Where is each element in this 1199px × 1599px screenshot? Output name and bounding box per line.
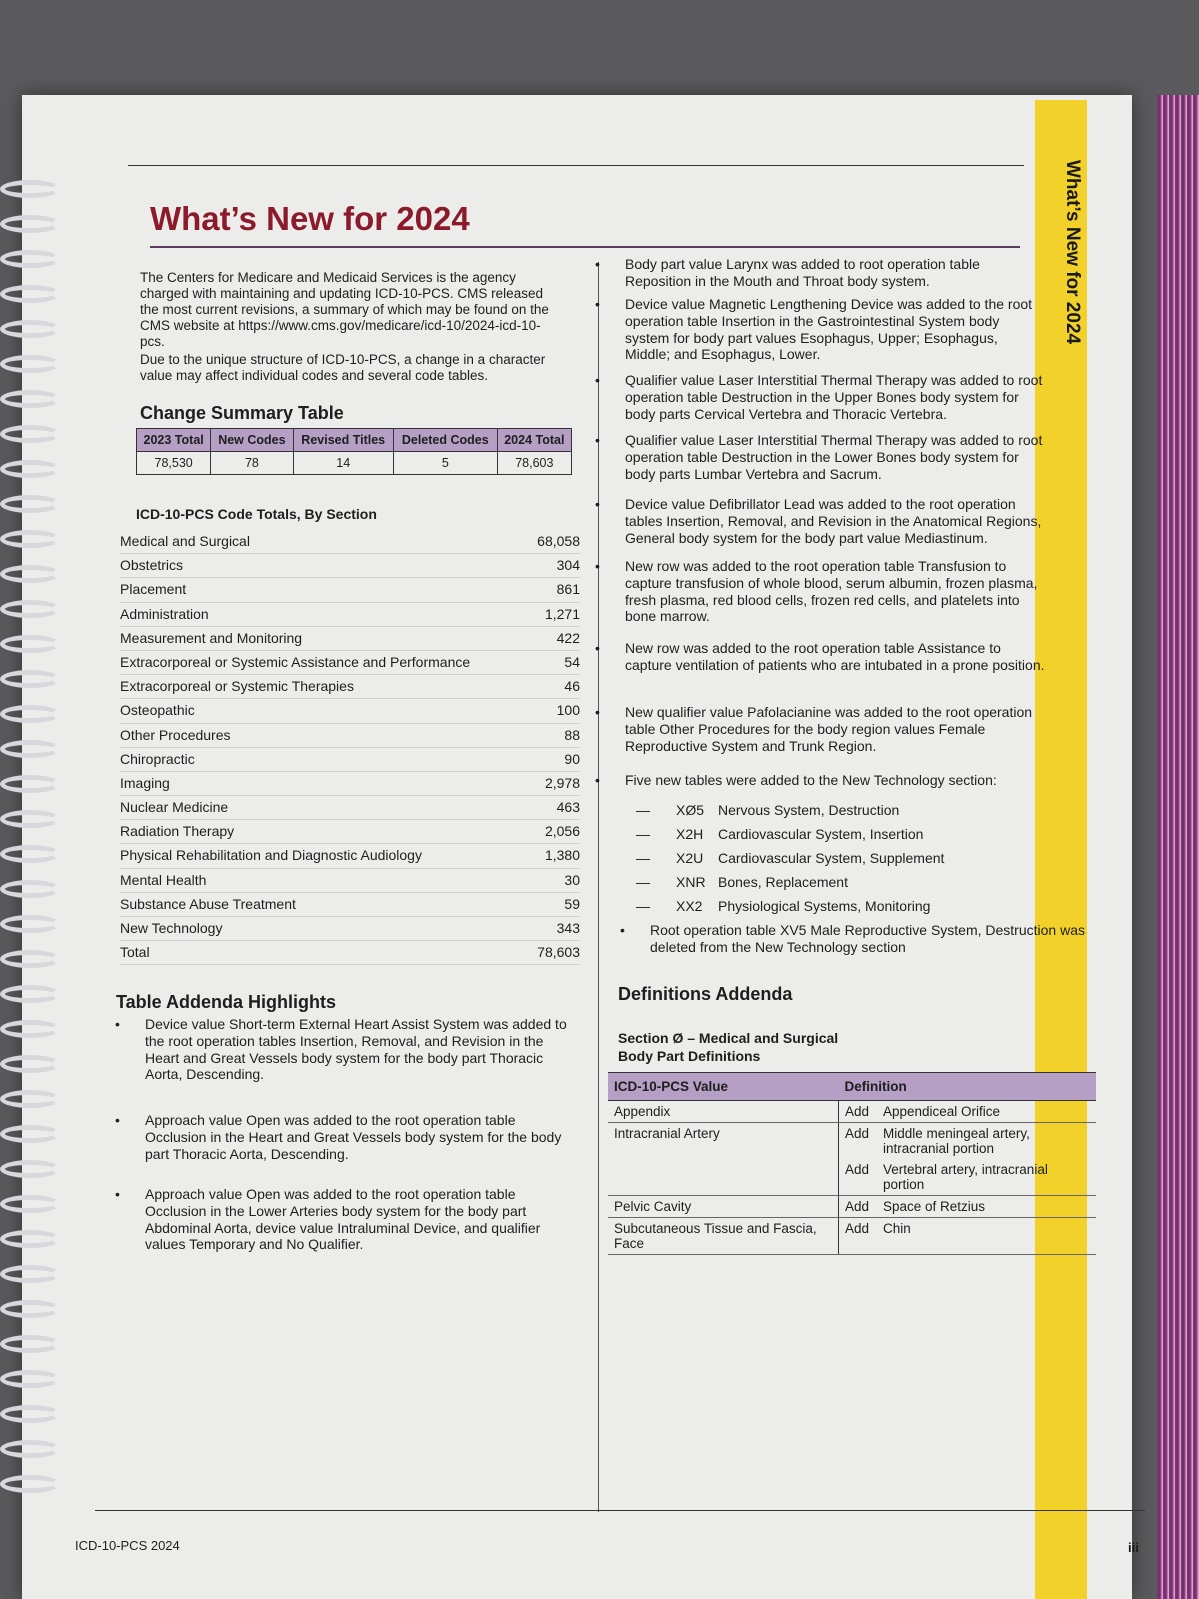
list-item: Extracorporeal or Systemic Assistance and Performance 54 — [120, 651, 580, 675]
list-item: Radiation Therapy 2,056 — [120, 820, 580, 844]
list-item: • Qualifier value Laser Interstitial Thermal Therapy was added to root operation table Destruction in the Upper Bones body system for body parts Cervical Vertebra and Thoracic Vertebra. — [625, 372, 1045, 422]
header-cell: New Codes — [211, 429, 293, 452]
list-item: Nuclear Medicine 463 — [120, 796, 580, 820]
title-rule — [150, 246, 1020, 248]
table-addenda-heading: Table Addenda Highlights — [116, 992, 336, 1012]
change-summary-table — [136, 428, 572, 475]
list-item: — X2U Cardiovascular System, Supplement — [636, 850, 945, 866]
table-row: Add Vertebral artery, intracranial portion — [608, 1159, 1096, 1196]
list-item: Osteopathic 100 — [120, 699, 580, 723]
header-cell: 2023 Total — [137, 429, 211, 452]
list-item: • Body part value Larynx was added to root operation table Reposition in the Mouth and Throat body system. — [625, 256, 1045, 290]
list-item: Medical and Surgical 68,058 — [120, 530, 580, 554]
list-item: • Device value Defibrillator Lead was added to the root operation tables Insertion, Removal, and Revision in the Anatomical Regions, General body system for the body part value Mediastinum. — [625, 496, 1045, 546]
code-totals-list — [120, 530, 580, 965]
list-item: • Device value Short-term External Heart Assist System was added to the root operation tables Insertion, Removal, and Revision in the Heart and Great Vessels body system for the body part Thoracic Aorta, Descending. — [145, 1016, 575, 1083]
column-divider — [598, 262, 599, 1512]
list-item: Physical Rehabilitation and Diagnostic Audiology 1,380 — [120, 844, 580, 868]
footer-text: ICD-10-PCS 2024 — [75, 1538, 180, 1553]
definitions-table — [608, 1072, 1096, 1255]
table-cell: 78 — [211, 452, 293, 475]
header-cell: ICD-10-PCS Value — [608, 1073, 839, 1101]
list-item: • Qualifier value Laser Interstitial Thermal Therapy was added to root operation table Destruction in the Lower Bones body system for body parts Lumbar Vertebra and Sacrum. — [625, 432, 1045, 482]
list-item: Substance Abuse Treatment 59 — [120, 893, 580, 917]
tab-label: What’s New for 2024 — [1062, 160, 1083, 345]
table-cell: 78,530 — [137, 452, 211, 475]
change-summary-heading: Change Summary Table — [140, 403, 344, 423]
table-row: Pelvic Cavity Add Space of Retzius — [608, 1196, 1096, 1218]
table-row: Subcutaneous Tissue and Fascia, Face Add Chin — [608, 1218, 1096, 1255]
list-item: Chiropractic 90 — [120, 748, 580, 772]
list-item: • Device value Magnetic Lengthening Device was added to the root operation table Insertion in the Gastrointestinal System body system for body part values Esophagus, Upper; Esophagus, Middle; and Esophagus, Lower. — [625, 296, 1045, 363]
header-cell: 2024 Total — [497, 429, 571, 452]
list-item: • New row was added to the root operation table Assistance to capture ventilation of patients who are intubated in a prone position. — [625, 640, 1045, 674]
page-title: What’s New for 2024 — [150, 200, 470, 237]
table-row: Intracranial Artery Add Middle meningeal artery, intracranial portion — [608, 1123, 1096, 1160]
list-item: • Five new tables were added to the New Technology section: — [625, 772, 1045, 789]
definitions-heading: Definitions Addenda — [618, 984, 793, 1004]
definitions-subheading: Section Ø – Medical and Surgical — [618, 1030, 839, 1046]
list-item: • Approach value Open was added to the root operation table Occlusion in the Heart and Great Vessels body system for the body part Thoracic Aorta, Descending. — [145, 1112, 575, 1162]
list-item: Placement 861 — [120, 578, 580, 602]
list-item: Extracorporeal or Systemic Therapies 46 — [120, 675, 580, 699]
intro-paragraph: The Centers for Medicare and Medicaid Services is the agency charged with maintaining and updating ICD-10-PCS. CMS released the most current revisions, a summary of which may be found on the CMS website at https://www.cms.gov/medicare/icd-10/2024-icd-10-pcs. — [140, 270, 549, 349]
table-cell: 78,603 — [497, 452, 571, 475]
table-row: Appendix Add Appendiceal Orifice — [608, 1101, 1096, 1123]
page-number: iii — [1128, 1540, 1139, 1555]
header-cell: Deleted Codes — [393, 429, 497, 452]
header-cell: Definition — [839, 1073, 1097, 1101]
list-item: Measurement and Monitoring 422 — [120, 627, 580, 651]
list-item: — XX2 Physiological Systems, Monitoring — [636, 898, 931, 914]
definitions-subheading-2: Body Part Definitions — [618, 1048, 761, 1064]
table-cell: 14 — [293, 452, 393, 475]
page-edges — [1157, 95, 1199, 1599]
list-item: New Technology 343 — [120, 917, 580, 941]
header-cell: Revised Titles — [293, 429, 393, 452]
list-item: Imaging 2,978 — [120, 772, 580, 796]
list-item: Administration 1,271 — [120, 603, 580, 627]
list-item: • Root operation table XV5 Male Reproductive System, Destruction was deleted from the New Technology section — [650, 922, 1100, 956]
table-cell: 5 — [393, 452, 497, 475]
list-item: Mental Health 30 — [120, 869, 580, 893]
list-item: — XØ5 Nervous System, Destruction — [636, 802, 900, 818]
intro-paragraph-2: Due to the unique structure of ICD-10-PCS, a change in a character value may affect individual codes and several code tables. — [140, 352, 546, 383]
list-item: • New row was added to the root operation table Transfusion to capture transfusion of whole blood, serum albumin, frozen plasma, fresh plasma, red blood cells, frozen red cells, and platelets into bone marrow. — [625, 558, 1045, 625]
top-rule — [128, 165, 1024, 166]
list-item: • New qualifier value Pafolacianine was added to the root operation table Other Procedures for the body region values Female Reproductive System and Trunk Region. — [625, 704, 1045, 754]
list-item: Other Procedures 88 — [120, 724, 580, 748]
code-totals-heading: ICD-10-PCS Code Totals, By Section — [136, 506, 377, 522]
list-item: — X2H Cardiovascular System, Insertion — [636, 826, 924, 842]
list-item: — XNR Bones, Replacement — [636, 874, 848, 890]
list-item: • Approach value Open was added to the root operation table Occlusion in the Lower Arteries body system for the body part Abdominal Aorta, device value Intraluminal Device, and qualifier values Temporary and No Qualifier. — [145, 1186, 575, 1253]
footer-rule — [95, 1510, 1145, 1511]
total-row: Total 78,603 — [120, 941, 580, 965]
list-item: Obstetrics 304 — [120, 554, 580, 578]
